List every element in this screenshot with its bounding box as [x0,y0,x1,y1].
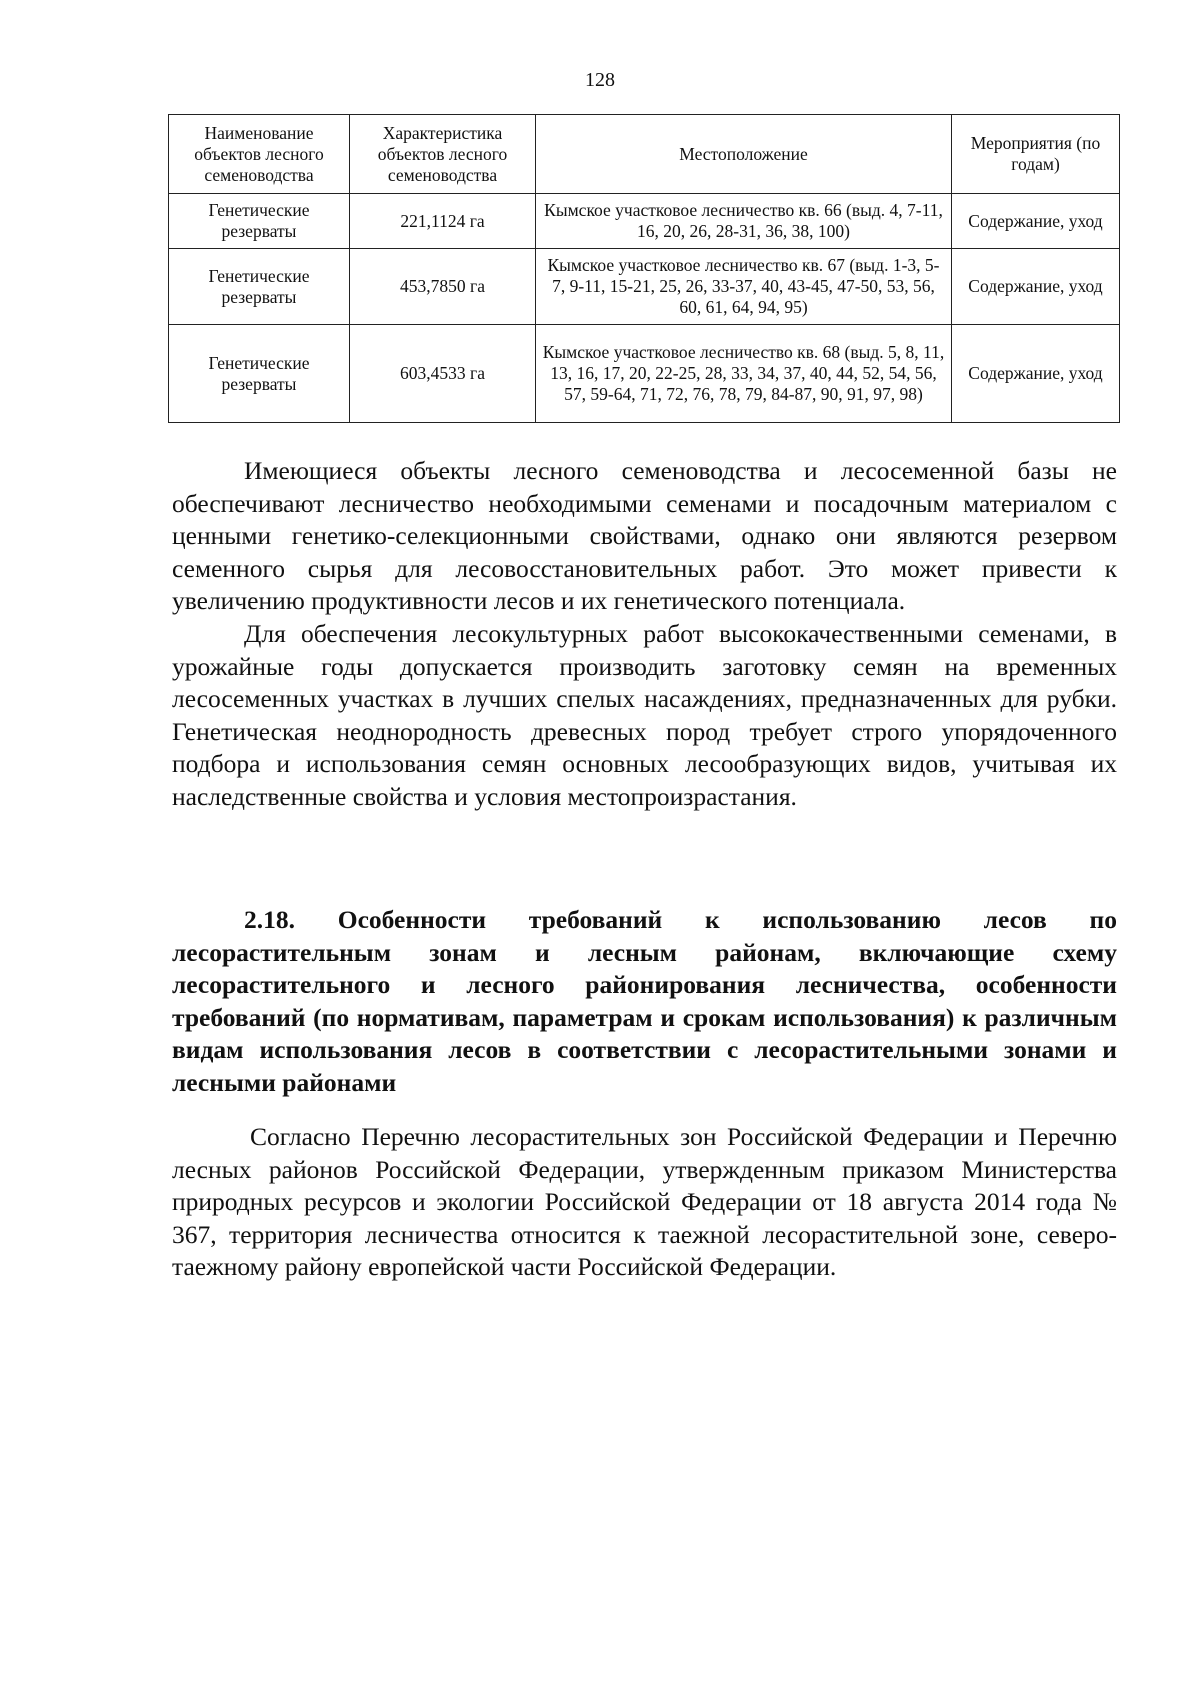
paragraph-seed-harvest: Для обеспечения лесокультурных работ высококачественными семенами, в урожайные годы допускается производить заготовку семян на временных лесосеменных участках в лучших спелых насаждениях, предназначенных для рубки. Генетическая неоднородность древесных пород требует строго упорядоченного подбора и использования семян основных лесообразующих видов, учитывая их наследственные свойства и условия местопроизрастания. [172,618,1117,811]
cell-location: Кымское участковое лесничество кв. 67 (выд. 1-3, 5-7, 9-11, 15-21, 25, 26, 33-37, 40, 43-45, 47-50, 53, 56, 60, 61, 64, 94, 95) [536,249,952,325]
cell-activities: Содержание, уход [952,249,1120,325]
paragraph-seed-base: Имеющиеся объекты лесного семеноводства и лесосеменной базы не обеспечивают лесничество необходимыми семенами и посадочным материалом с ценными генетико-селекционными свойствами, однако они являются резервом семенного сырья для лесовосстановительных работ. Это может привести к увеличению продуктивности лесов и их генетического потенциала. [172,456,1117,616]
cell-name: Генетические резерваты [169,194,350,249]
cell-location: Кымское участковое лесничество кв. 68 (выд. 5, 8, 11, 13, 16, 17, 20, 22-25, 28, 33, 34, 37, 40, 44, 52, 54, 56, 57, 59-64, 71, 72, 76, 78, 79, 84-87, 90, 91, 97, 98) [536,325,952,423]
cell-activities: Содержание, уход [952,325,1120,423]
paragraph-forest-zones: Согласно Перечню лесорастительных зон Российской Федерации и Перечню лесных районов Российской Федерации, утвержденным приказом Министерства природных ресурсов и экологии Российской Федерации от 18 августа 2014 года № 367, территория лесничества относится к таежной лесорастительной зоне, северо-таежному району европейской части Российской Федерации. [172,1122,1117,1282]
column-header-location: Местоположение [536,115,952,194]
table-row [169,325,1120,423]
cell-name: Генетические резерваты [169,249,350,325]
body-text [172,455,1117,814]
table-row [169,194,1120,249]
cell-characteristic: 603,4533 га [350,325,536,423]
cell-name: Генетические резерваты [169,325,350,423]
table-header-row [169,115,1120,194]
cell-location: Кымское участковое лесничество кв. 66 (выд. 4, 7-11, 16, 20, 26, 28-31, 36, 38, 100) [536,194,952,249]
page-number: 128 [585,69,615,91]
body-text-zones [172,1121,1117,1284]
column-header-name: Наименование объектов лесного семеноводства [169,115,350,194]
column-header-characteristic: Характеристика объектов лесного семеноводства [350,115,536,194]
seed-objects-table [168,114,1120,423]
table-row [169,249,1120,325]
cell-characteristic: 453,7850 га [350,249,536,325]
cell-activities: Содержание, уход [952,194,1120,249]
column-header-activities: Мероприятия (по годам) [952,115,1120,194]
section-heading: 2.18. Особенности требований к использованию лесов по лесорастительным зонам и лесным районам, включающие схему лесорастительного и лесного районирования лесничества, особенности требований (по нормативам, параметрам и срокам использования) к различным видам использования лесов в соответствии с лесорастительными зонами и лесными районами [172,905,1117,1097]
cell-characteristic: 221,1124 га [350,194,536,249]
